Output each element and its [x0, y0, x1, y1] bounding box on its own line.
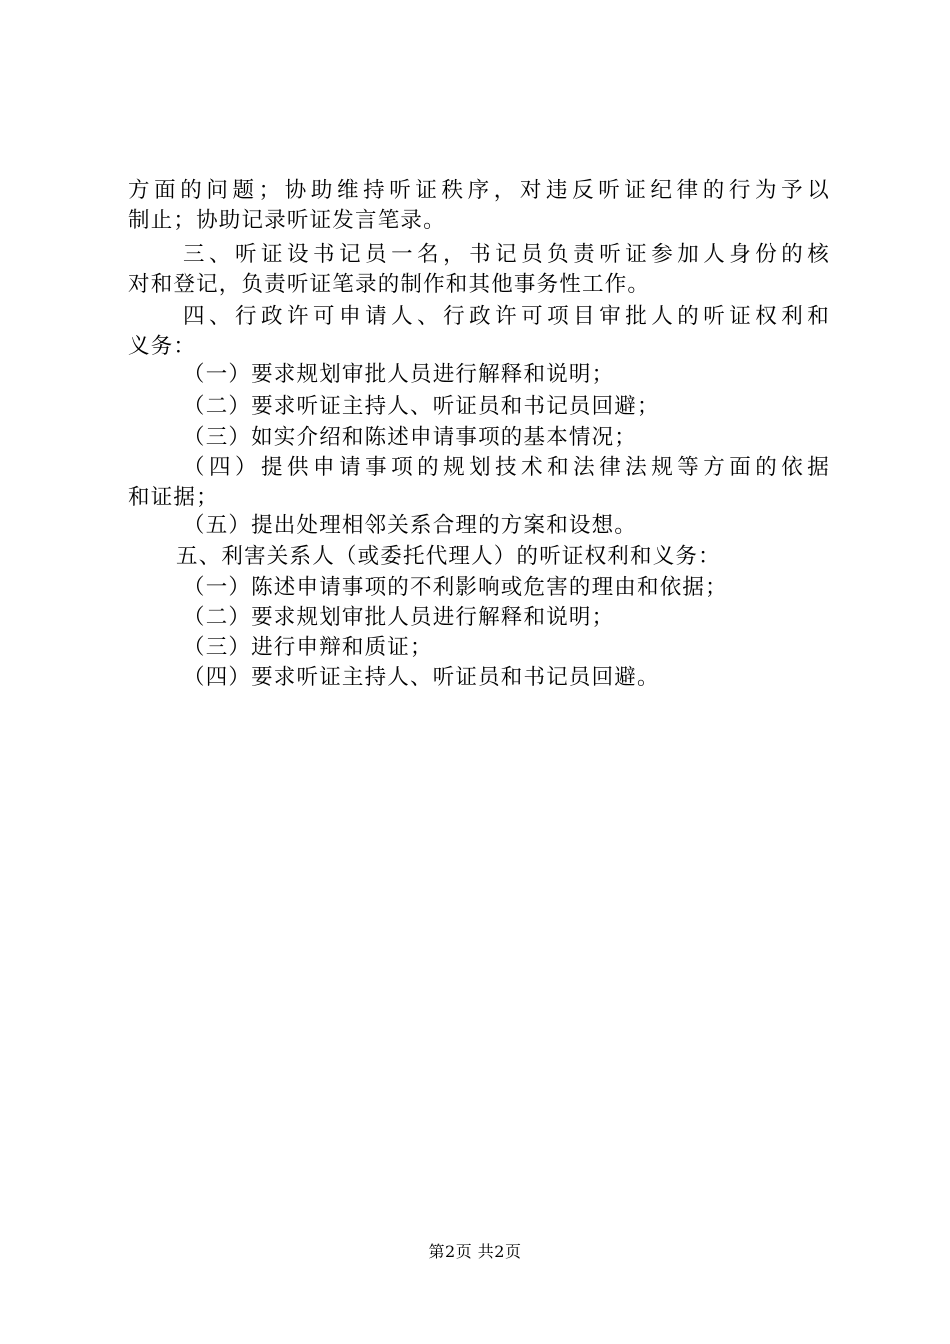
list-item: （五）提出处理相邻关系合理的方案和设想。: [183, 513, 638, 538]
list-item: （一）要求规划审批人员进行解释和说明；: [183, 362, 615, 387]
paragraph-line: 制止；协助记录听证发言笔录。: [128, 208, 446, 233]
list-item: （三）进行申辩和质证；: [183, 635, 433, 660]
paragraph-line: 方面的问题；协助维持听证秩序，对违反听证纪律的行为予以: [128, 178, 830, 203]
list-item: （二）要求规划审批人员进行解释和说明；: [183, 605, 615, 630]
paragraph-line: 义务：: [128, 334, 197, 359]
paragraph-line: 三、听证设书记员一名，书记员负责听证参加人身份的核: [183, 242, 830, 267]
paragraph-line: 四、行政许可申请人、行政许可项目审批人的听证权利和: [183, 304, 830, 329]
paragraph-line: 五、利害关系人（或委托代理人）的听证权利和义务：: [176, 544, 721, 569]
list-item: （三）如实介绍和陈述申请事项的基本情况；: [183, 425, 638, 450]
paragraph-line: 对和登记，负责听证笔录的制作和其他事务性工作。: [128, 272, 651, 297]
list-item: （四）提供申请事项的规划技术和法律法规等方面的依据: [183, 455, 830, 480]
list-item: （四）要求听证主持人、听证员和书记员回避。: [183, 665, 660, 690]
list-item: 和证据；: [128, 485, 219, 510]
list-item: （二）要求听证主持人、听证员和书记员回避；: [183, 394, 660, 419]
list-item: （一）陈述申请事项的不利影响或危害的理由和依据；: [183, 575, 728, 600]
page-number-footer: 第2页 共2页: [428, 1242, 522, 1261]
